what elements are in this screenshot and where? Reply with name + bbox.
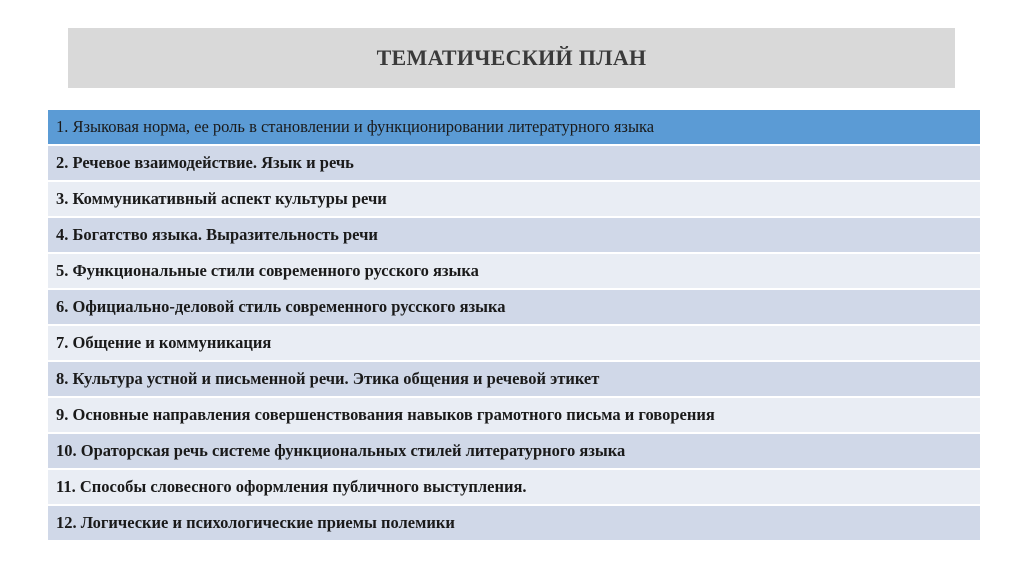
table-row: 8. Культура устной и письменной речи. Этика общения и речевой этикет (48, 362, 980, 396)
table-row: 9. Основные направления совершенствования навыков грамотного письма и говорения (48, 398, 980, 432)
topics-table (48, 110, 980, 542)
table-row: 2. Речевое взаимодействие. Язык и речь (48, 146, 980, 180)
table-row: 6. Официально-деловой стиль современного русского языка (48, 290, 980, 324)
table-row: 3. Коммуникативный аспект культуры речи (48, 182, 980, 216)
table-row: 7. Общение и коммуникация (48, 326, 980, 360)
table-row: 5. Функциональные стили современного русского языка (48, 254, 980, 288)
table-row: 4. Богатство языка. Выразительность речи (48, 218, 980, 252)
title-band (68, 28, 955, 88)
page-title: ТЕМАТИЧЕСКИЙ ПЛАН (376, 45, 647, 70)
table-row: 10. Ораторская речь системе функциональных стилей литературного языка (48, 434, 980, 468)
table-row: 11. Способы словесного оформления публичного выступления. (48, 470, 980, 504)
table-row: 1. Языковая норма, ее роль в становлении и функционировании литературного языка (48, 110, 980, 144)
table-row: 12. Логические и психологические приемы полемики (48, 506, 980, 540)
